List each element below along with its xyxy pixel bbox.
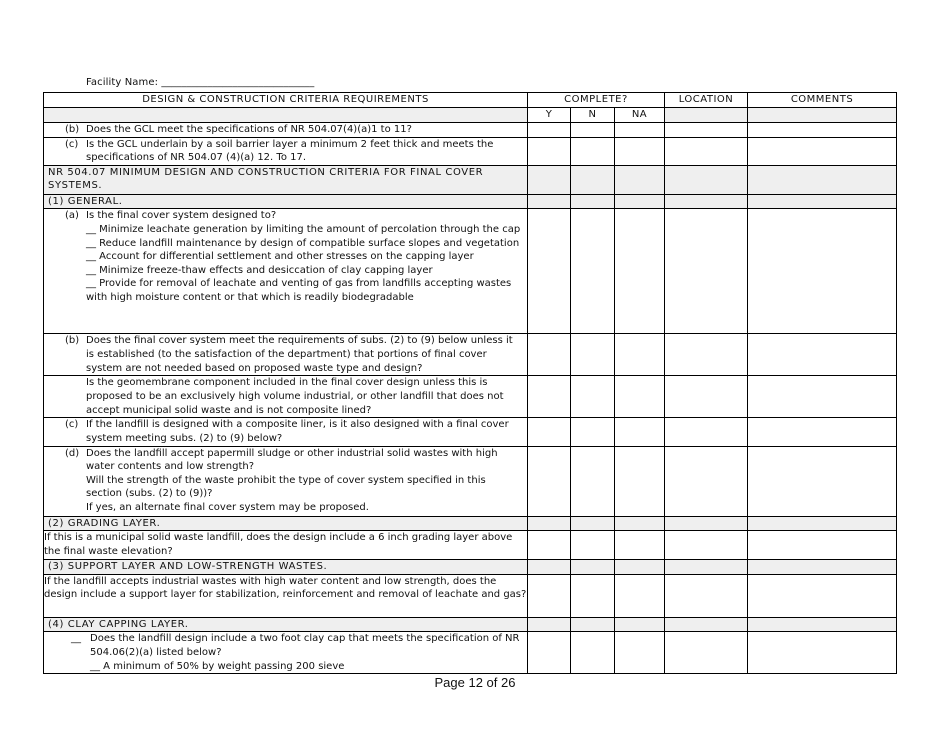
question-cell [44, 531, 528, 560]
no-cell[interactable] [571, 446, 615, 516]
question-cell [44, 632, 528, 674]
question-text: Does the GCL meet the specifications of NR 504.07(4)(a)1 to 11? [86, 123, 412, 135]
na-cell[interactable] [615, 632, 665, 674]
question-cell [44, 418, 528, 446]
location-sub-blank [665, 108, 748, 123]
location-cell[interactable] [665, 122, 748, 137]
checklist-item: __ Minimize leachate generation by limiting the amount of percolation through the cap [86, 223, 521, 235]
question-text: Is the GCL underlain by a soil barrier layer a minimum 2 feet thick and meets the specifications of NR 504.07 (4)(a) 12. To 17. [86, 138, 494, 164]
checklist-item: __ Provide for removal of leachate and venting of gas from landfills accepting wastes with high moisture content or that which is readily biodegradable [86, 278, 512, 303]
comments-cell[interactable] [748, 446, 897, 516]
location-header: LOCATION [665, 93, 748, 108]
comments-cell[interactable] [748, 209, 897, 334]
yes-cell[interactable] [528, 632, 571, 674]
section-row [44, 560, 897, 575]
no-cell[interactable] [571, 137, 615, 165]
table-row [44, 446, 897, 516]
comments-cell[interactable] [748, 376, 897, 418]
comments-sub-blank [748, 108, 897, 123]
comments-cell[interactable] [748, 574, 897, 617]
table-row [44, 418, 897, 446]
no-cell[interactable] [571, 418, 615, 446]
comments-cell[interactable] [748, 122, 897, 137]
section-heading: (3) SUPPORT LAYER AND LOW-STRENGTH WASTES. [44, 560, 528, 575]
table-row [44, 334, 897, 376]
comments-cell[interactable] [748, 137, 897, 165]
location-cell[interactable] [665, 334, 748, 376]
location-cell[interactable] [665, 632, 748, 674]
no-header: N [571, 108, 615, 123]
complete-header: COMPLETE? [528, 93, 665, 108]
no-cell[interactable] [571, 122, 615, 137]
yes-cell[interactable] [528, 418, 571, 446]
question-text: Does the landfill design include a two foot clay cap that meets the specification of NR 504.06(2)(a) listed below? [90, 633, 520, 658]
question-cell [44, 209, 528, 334]
no-cell[interactable] [571, 334, 615, 376]
table-row [44, 632, 897, 674]
yes-cell[interactable] [528, 137, 571, 165]
section-heading: (4) CLAY CAPPING LAYER. [44, 617, 528, 632]
section-row [44, 617, 897, 632]
section-heading: (2) GRADING LAYER. [44, 516, 528, 531]
criteria-header: DESIGN & CONSTRUCTION CRITERIA REQUIREMENTS [44, 93, 528, 108]
question-cell [44, 574, 528, 617]
section-row [44, 516, 897, 531]
na-cell[interactable] [615, 531, 665, 560]
criteria-table [43, 92, 897, 674]
comments-cell[interactable] [748, 334, 897, 376]
question-cell [44, 122, 528, 137]
location-cell[interactable] [665, 446, 748, 516]
question-text: Does the landfill accept papermill sludge or other industrial solid wastes with high water contents and low strength? [86, 447, 498, 473]
yes-cell[interactable] [528, 376, 571, 418]
section-heading: (1) GENERAL. [44, 194, 528, 209]
question-text: If yes, an alternate final cover system may be proposed. [86, 501, 369, 513]
na-header: NA [615, 108, 665, 123]
item-label: (d) [65, 447, 80, 459]
question-text: If the landfill is designed with a composite liner, is it also designed with a final cover system meeting subs. (2) to (9) below? [86, 419, 509, 444]
no-cell[interactable] [571, 531, 615, 560]
location-cell[interactable] [665, 574, 748, 617]
section-row [44, 194, 897, 209]
question-cell [44, 376, 528, 418]
question-cell [44, 334, 528, 376]
na-cell[interactable] [615, 209, 665, 334]
comments-header: COMMENTS [748, 93, 897, 108]
yes-cell[interactable] [528, 334, 571, 376]
na-cell[interactable] [615, 418, 665, 446]
location-cell[interactable] [665, 418, 748, 446]
table-row [44, 122, 897, 137]
checklist-item: __ Reduce landfill maintenance by design of compatible surface slopes and vegetation [86, 237, 520, 249]
question-text: Will the strength of the waste prohibit the type of cover system specified in this section (subs. (2) to (9))? [86, 474, 486, 500]
no-cell[interactable] [571, 376, 615, 418]
question-text: Does the final cover system meet the requirements of subs. (2) to (9) below unless it is established (to the satisfaction of the department) that portions of final cover system are not needed based on proposed waste type and design? [86, 335, 513, 374]
na-cell[interactable] [615, 376, 665, 418]
yes-cell[interactable] [528, 209, 571, 334]
checklist-item: __ A minimum of 50% by weight passing 200 sieve [90, 660, 345, 672]
location-cell[interactable] [665, 376, 748, 418]
page-number: Page 12 of 26 [434, 675, 516, 690]
yes-header: Y [528, 108, 571, 123]
blank-marker: __ [71, 633, 81, 645]
facility-name-field: Facility Name: ______________________________ [86, 77, 315, 88]
item-label: (c) [65, 419, 79, 431]
item-label: (b) [65, 335, 80, 347]
na-cell[interactable] [615, 122, 665, 137]
yes-cell[interactable] [528, 574, 571, 617]
no-cell[interactable] [571, 574, 615, 617]
comments-cell[interactable] [748, 531, 897, 560]
location-cell[interactable] [665, 209, 748, 334]
table-row [44, 209, 897, 334]
question-cell [44, 137, 528, 165]
question-cell [44, 446, 528, 516]
checklist-item: __ Minimize freeze-thaw effects and desiccation of clay capping layer [86, 264, 433, 276]
no-cell[interactable] [571, 632, 615, 674]
question-text: Is the final cover system designed to? [86, 210, 277, 222]
table-row [44, 376, 897, 418]
item-label: (a) [65, 210, 79, 222]
yes-cell[interactable] [528, 531, 571, 560]
table-row [44, 531, 897, 560]
no-cell[interactable] [571, 209, 615, 334]
checklist-item: __ Account for differential settlement and other stresses on the capping layer [86, 251, 474, 263]
question-text: If the landfill accepts industrial wastes with high water content and low strength, does the design include a support layer for stabilization, reinforcement and removal of leachate and gas? [44, 575, 527, 601]
yes-cell[interactable] [528, 122, 571, 137]
table-row [44, 137, 897, 165]
item-label: (c) [65, 138, 79, 150]
yes-cell[interactable] [528, 446, 571, 516]
question-text: Is the geomembrane component included in the final cover design unless this is proposed to be an exclusively high volume industrial, or other landfill that does not accept municipal solid waste and is not composite lined? [86, 377, 504, 416]
subheader-row [44, 108, 897, 123]
comments-cell[interactable] [748, 418, 897, 446]
comments-cell[interactable] [748, 632, 897, 674]
na-cell[interactable] [615, 574, 665, 617]
na-cell[interactable] [615, 334, 665, 376]
header-row [44, 93, 897, 108]
table-row [44, 574, 897, 617]
item-label: (b) [65, 123, 80, 135]
na-cell[interactable] [615, 137, 665, 165]
section-heading: NR 504.07 MINIMUM DESIGN AND CONSTRUCTION CRITERIA FOR FINAL COVER SYSTEMS. [44, 165, 528, 194]
na-cell[interactable] [615, 446, 665, 516]
subheader-blank [44, 108, 528, 123]
location-cell[interactable] [665, 531, 748, 560]
section-row [44, 165, 897, 194]
location-cell[interactable] [665, 137, 748, 165]
question-text: If this is a municipal solid waste landfill, does the design include a 6 inch grading layer above the final waste elevation? [44, 532, 513, 557]
